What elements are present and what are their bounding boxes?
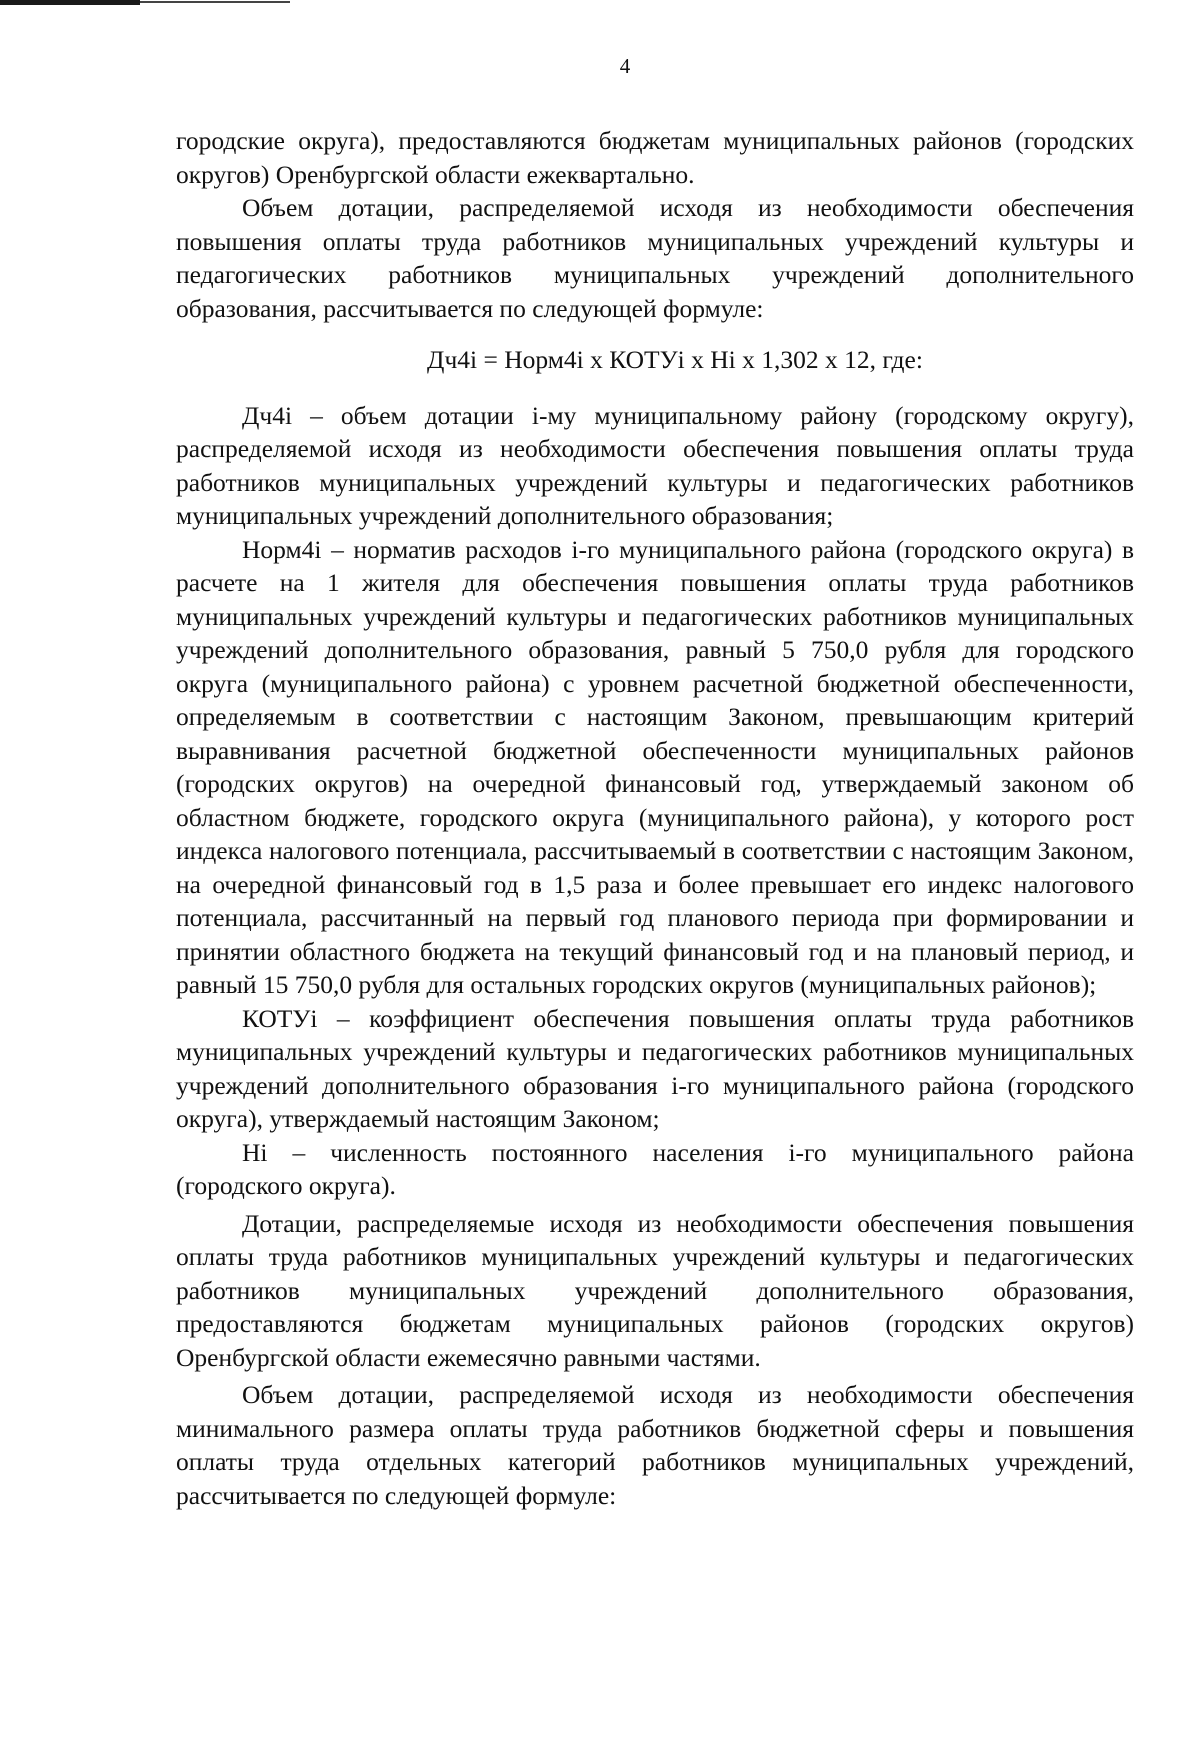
formula: Дч4i = Норм4i х КОТУi х Нi х 1,302 х 12, где:: [427, 345, 923, 374]
paragraph-next-formula-intro: Объем дотации, распределяемой исходя из необходимости обеспечения минимального размера оплаты труда работников бюджетной сферы и повышения оплаты труда отдельных категорий работников муниципальных учреждений, рассчитывается по следующей формуле:: [176, 1380, 1134, 1510]
scan-edge-mark: [0, 0, 290, 9]
paragraph-monthly-distribution: Дотации, распределяемые исходя из необходимости обеспечения повышения оплаты труда работников муниципальных учреждений культуры и педагогических работников муниципальных учреждений дополнительного образования, предоставляются бюджетам муниципальных районов (городских округов) Оренбургской области ежемесячно равными частями.: [176, 1208, 1134, 1372]
scan-edge-mark-thick: [0, 0, 140, 5]
paragraph-definition-ni: Нi – численность постоянного населения i-го муниципального района (городского округа).: [176, 1137, 1134, 1200]
scan-edge-mark-thin: [140, 1, 290, 3]
paragraph-definition-dch4i: Дч4i – объем дотации i-му муниципальному району (городскому округу), распределяемой исходя из необходимости обеспечения повышения оплаты труда работников муниципальных учреждений культуры и педагогических работников муниципальных учреждений дополнительного образования;: [176, 400, 1134, 530]
paragraph-definition-norm4i: Норм4i – норматив расходов i-го муниципального района (городского округа) в расчете на 1 жителя для обеспечения повышения оплаты труда работников муниципальных учреждений культуры и педагогических работников муниципальных учреждений дополнительного образования, равный 5 750,0 рубля для городского округа (муниципального района) с уровнем расчетной бюджетной обеспеченности, определяемым в соответствии с настоящим Законом, превышающим критерий выравнивания расчетной бюджетной обеспеченности муниципальных районов (городских округов) на очередной финансовый год, утверждаемый законом об областном бюджете, городского округа (муниципального района), у которого рост индекса налогового потенциала, рассчитываемый в соответствии с настоящим Законом, на очередной финансовый год в 1,5 раза и более превышает его индекс налогового потенциала, рассчитанный на первый год планового периода при формировании и принятии областного бюджета на текущий финансовый год и на плановый период, и равный 15 750,0 рубля для остальных городских округов (муниципальных районов);: [176, 534, 1134, 999]
document-body: [176, 124, 1134, 1512]
paragraph-continuation: городские округа), предоставляются бюджетам муниципальных районов (городских округов) Оренбургской области ежеквартально.: [176, 126, 1134, 189]
paragraph-formula-intro: Объем дотации, распределяемой исходя из необходимости обеспечения повышения оплаты труда работников муниципальных учреждений культуры и педагогических работников муниципальных учреждений дополнительного образования, рассчитывается по следующей формуле:: [176, 193, 1134, 323]
page-number: 4: [619, 54, 631, 78]
paragraph-definition-kotui: КОТУi – коэффициент обеспечения повышения оплаты труда работников муниципальных учреждений культуры и педагогических работников муниципальных учреждений дополнительного образования i-го муниципального района (городского округа), утверждаемый настоящим Законом;: [176, 1003, 1134, 1133]
